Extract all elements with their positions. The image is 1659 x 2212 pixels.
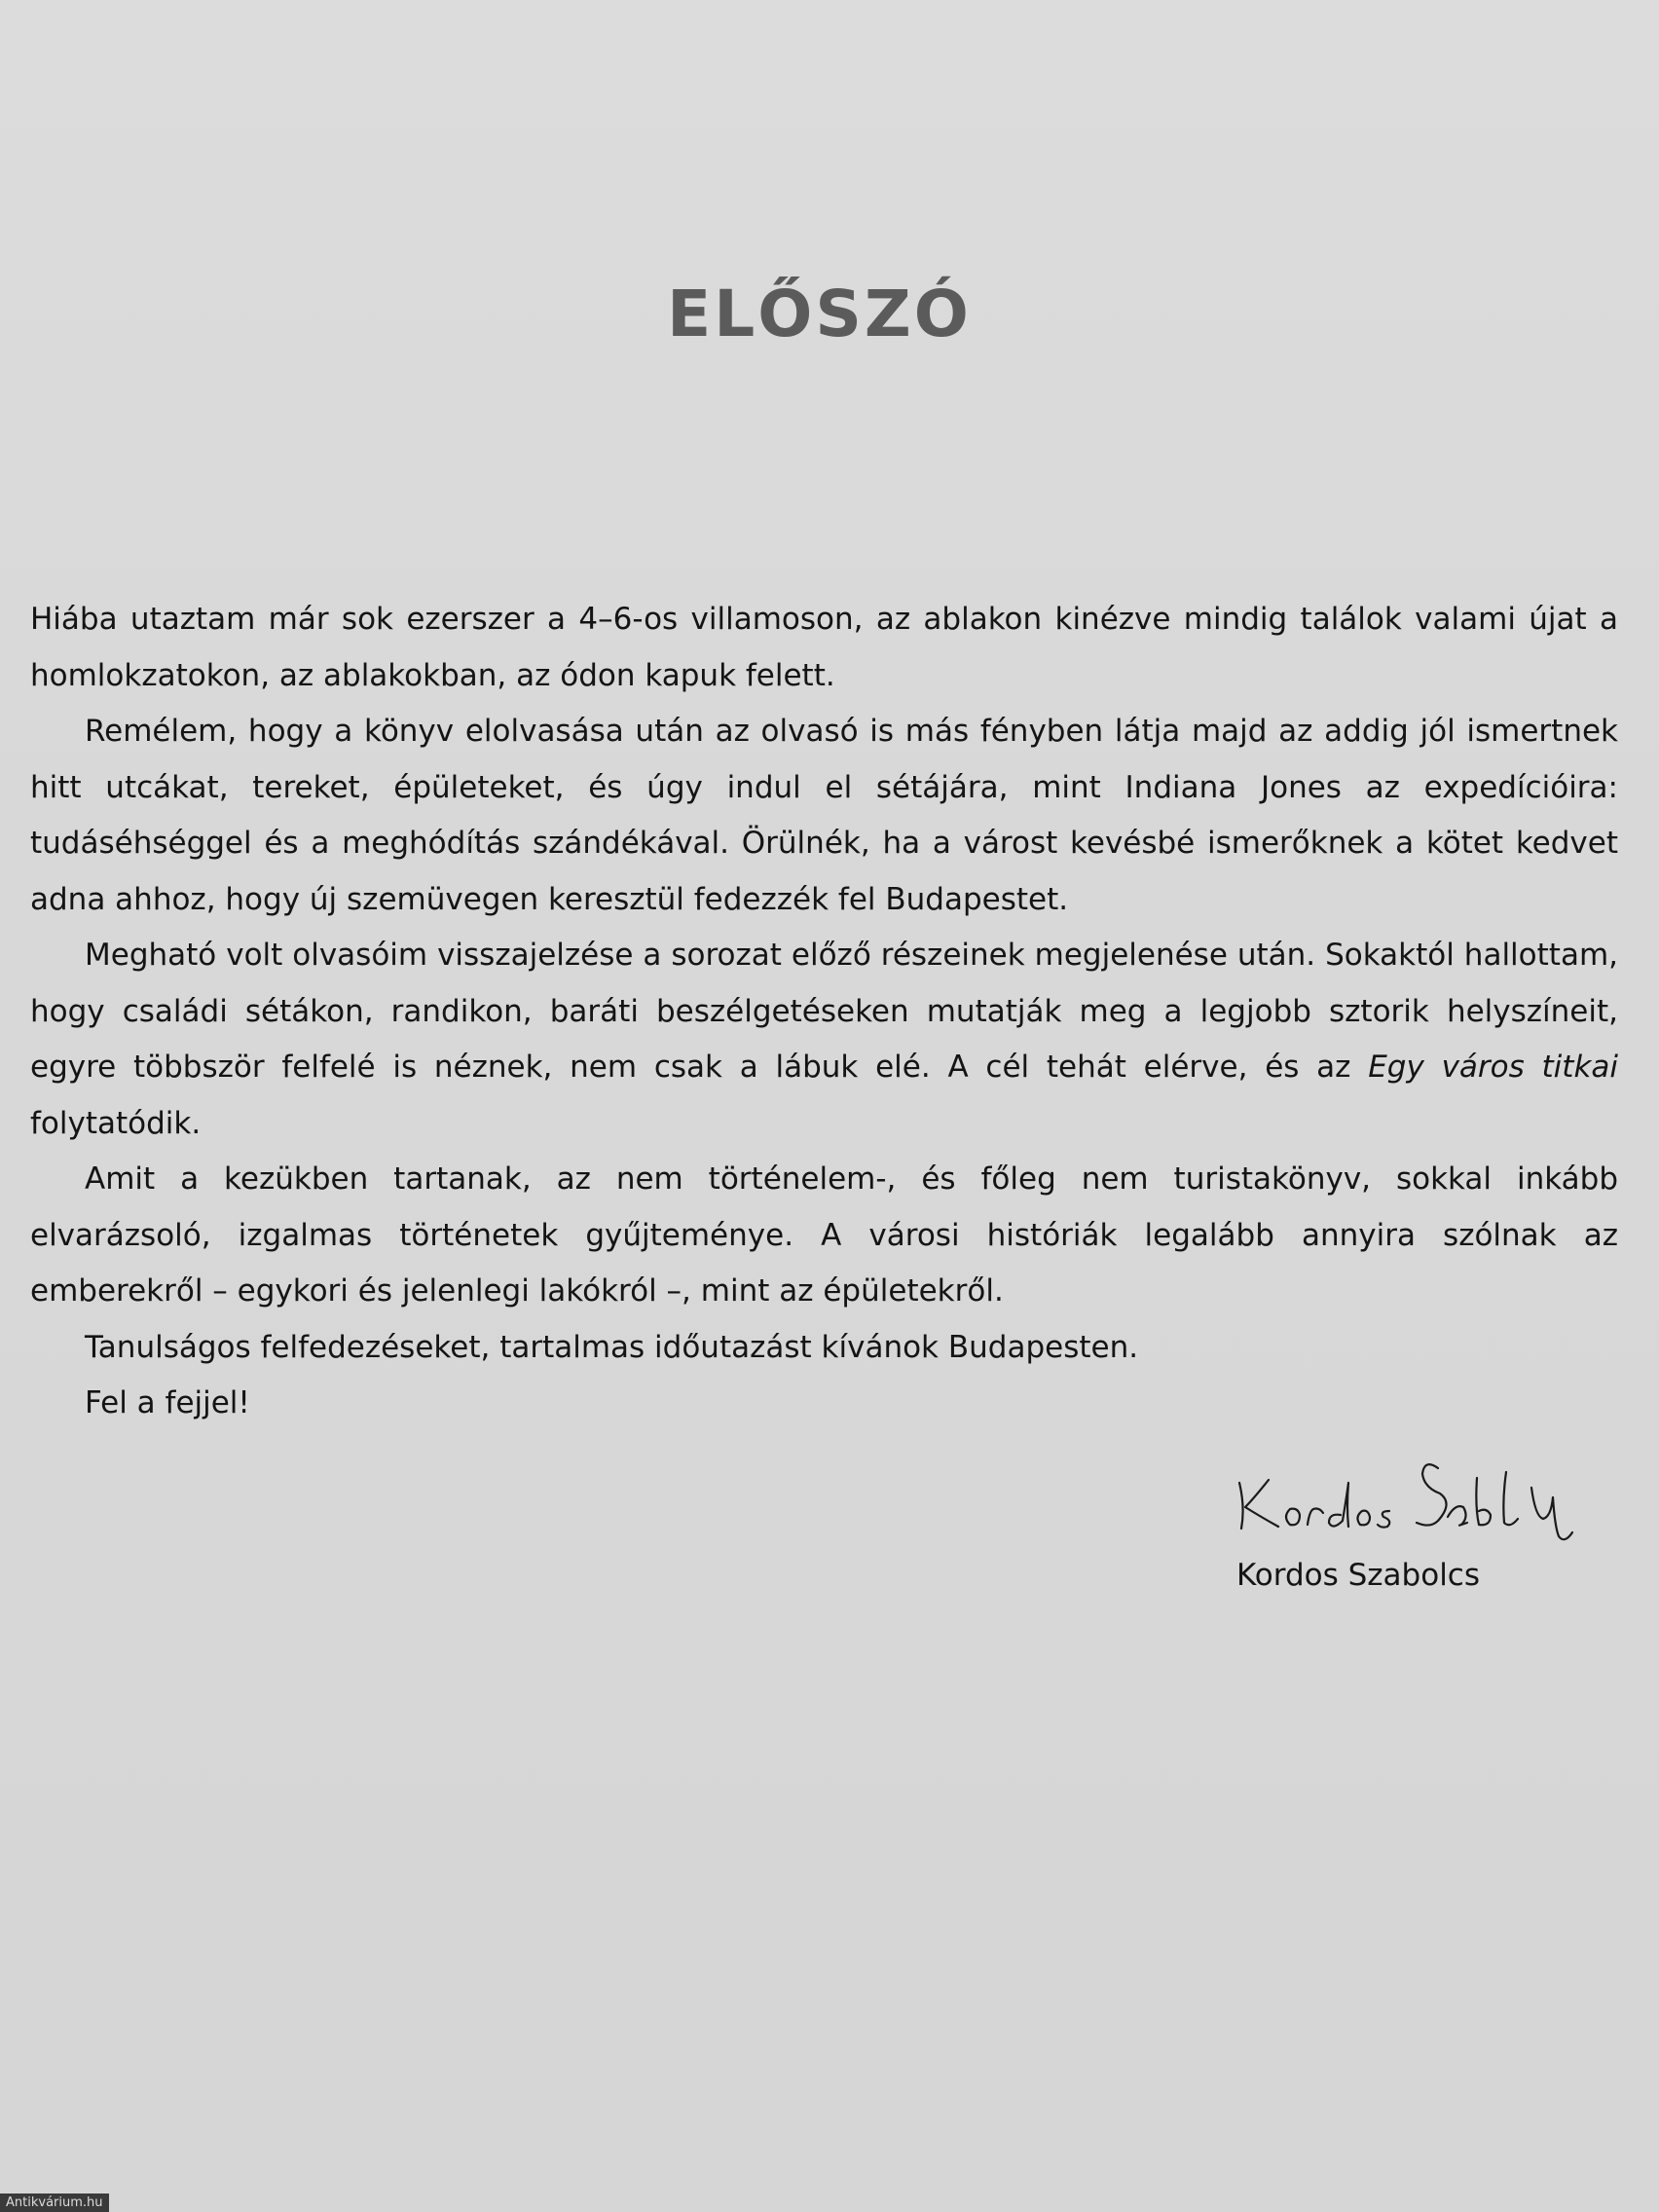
book-title-italic: Egy város titkai: [1368, 1050, 1619, 1085]
watermark: Antikvárium.hu: [0, 2194, 109, 2212]
paragraph-5: Tanulságos felfedezéseket, tartalmas időutazást kívánok Budapesten.: [85, 1329, 1139, 1365]
handwritten-signature: [1222, 1439, 1611, 1556]
paragraph-3-text-before: Megható volt olvasóim visszajelzése a sorozat előző részeinek megjelenése után. Sokaktól hallottam, hogy családi sétákon, randikon, baráti beszélgetéseken mutatják meg a legjobb sztorik helyszíneit, egyre többször felfelé is néznek, nem csak a lábuk elé. A cél tehát elérve, és az: [30, 938, 1618, 1085]
preface-body: [30, 592, 1618, 1432]
paragraph-3: [30, 928, 1618, 1152]
paragraph-1: Hiába utaztam már sok ezerszer a 4–6-os villamoson, az ablakon kinézve mindig találok valami újat a homlokzatokon, az ablakokban, az ódon kapuk felett.: [30, 602, 1618, 693]
paragraph-6: Fel a fejjel!: [85, 1385, 250, 1420]
page-title: ELŐSZÓ: [667, 276, 972, 351]
paragraph-3-text-after: folytatódik.: [30, 1105, 202, 1141]
paragraph-2: Remélem, hogy a könyv elolvasása után az olvasó is más fényben látja majd az addig jól ismertnek hitt utcákat, tereket, épületeket, és úgy indul el sétájára, mint Indiana Jones az expedícióira: tudáséhséggel és a meghódítás szándékával. Örülnék, ha a várost kevésbé ismerőknek a kötet kedvet adna ahhoz, hogy új szemüvegen keresztül fedezzék fel Budapestet.: [30, 714, 1618, 917]
author-name: Kordos Szabolcs: [1236, 1558, 1480, 1593]
paragraph-4: Amit a kezükben tartanak, az nem történelem-, és főleg nem turistakönyv, sokkal inkább elvarázsoló, izgalmas történetek gyűjteménye. A városi históriák legalább annyira szólnak az emberekről – egykori és jelenlegi lakókról –, mint az épületekről.: [30, 1161, 1618, 1309]
